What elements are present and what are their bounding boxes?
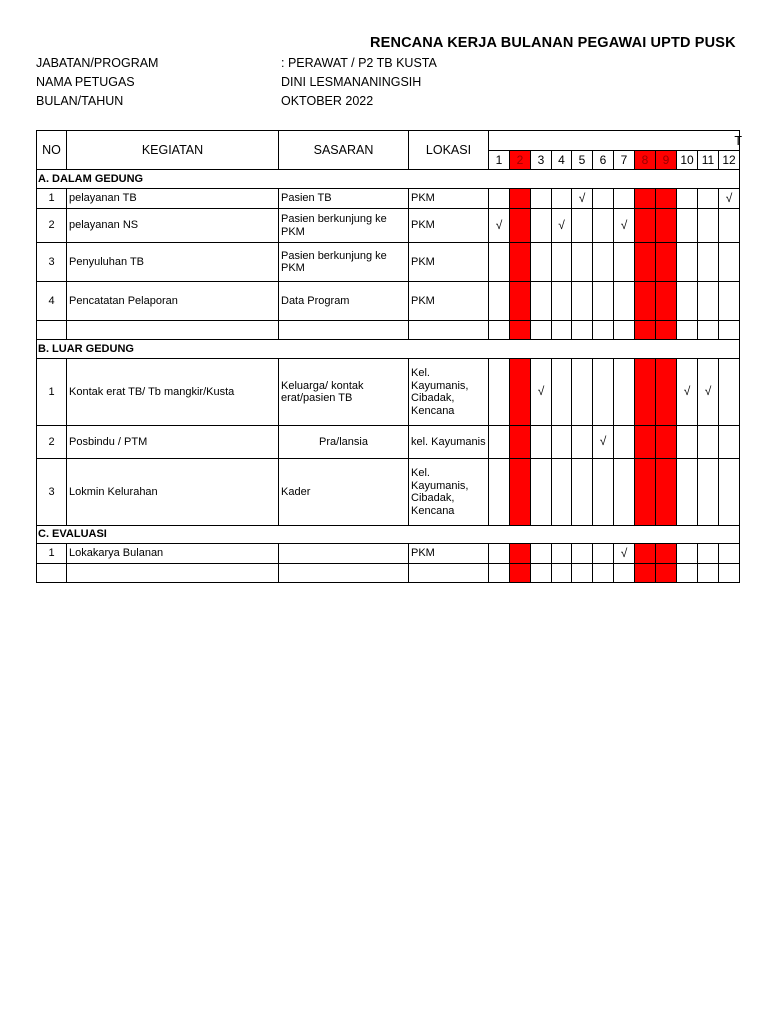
day-cell [698, 189, 719, 209]
row-number: 1 [37, 544, 67, 564]
day-cell [656, 426, 677, 459]
day-cell [635, 544, 656, 564]
info-label: NAMA PETUGAS [36, 75, 135, 89]
target-cell: Pasien TB [279, 189, 409, 209]
target-cell: Data Program [279, 282, 409, 321]
day-cell [572, 209, 593, 243]
info-row-nama [0, 75, 741, 93]
day-cell [552, 359, 572, 426]
day-cell [510, 459, 531, 526]
day-cell [677, 426, 698, 459]
location-cell: Kel. Kayumanis, Cibadak, Kencana [409, 459, 489, 526]
days-group-header [489, 131, 743, 151]
location-cell: PKM [409, 243, 489, 282]
day-cell [698, 282, 719, 321]
day-header-1: 1 [489, 151, 510, 170]
day-cell [489, 209, 510, 243]
location-cell: PKM [409, 282, 489, 321]
day-cell [719, 243, 740, 282]
section-header: C. EVALUASI [37, 526, 740, 544]
check-mark-icon: √ [620, 217, 628, 232]
col-header-no: NO [37, 131, 67, 170]
document-title: RENCANA KERJA BULANAN PEGAWAI UPTD PUSK [370, 35, 736, 51]
day-cell [677, 564, 698, 583]
day-cell [698, 544, 719, 564]
day-cell [572, 544, 593, 564]
day-header-12: 12 [719, 151, 740, 170]
day-cell [698, 564, 719, 583]
day-cell [698, 243, 719, 282]
day-cell [698, 459, 719, 526]
day-cell [656, 209, 677, 243]
day-cell [572, 282, 593, 321]
day-cell [593, 459, 614, 526]
check-mark-icon: √ [537, 384, 545, 399]
location-cell: PKM [409, 209, 489, 243]
day-header-10: 10 [677, 151, 698, 170]
day-cell [510, 243, 531, 282]
day-cell [510, 321, 531, 340]
target-cell: Pra/lansia [279, 426, 409, 459]
day-cell [719, 426, 740, 459]
check-mark-icon: √ [558, 217, 565, 232]
day-cell [531, 209, 552, 243]
days-group-label: T [734, 133, 743, 148]
row-number: 3 [37, 459, 67, 526]
activity-cell: Penyuluhan TB [67, 243, 279, 282]
day-cell [531, 564, 552, 583]
section-header: B. LUAR GEDUNG [37, 340, 740, 359]
day-cell [635, 426, 656, 459]
activity-cell: pelayanan NS [67, 209, 279, 243]
target-cell: Kader [279, 459, 409, 526]
day-cell [552, 189, 572, 209]
row-number: 2 [37, 209, 67, 243]
activity-cell: Posbindu / PTM [67, 426, 279, 459]
day-cell [572, 459, 593, 526]
day-cell [677, 321, 698, 340]
day-cell [719, 282, 740, 321]
day-cell [489, 189, 510, 209]
day-cell [635, 282, 656, 321]
section-header-row [37, 170, 740, 189]
day-cell [677, 544, 698, 564]
day-cell [552, 564, 572, 583]
location-cell: PKM [409, 544, 489, 564]
day-cell [719, 459, 740, 526]
day-cell [635, 459, 656, 526]
activity-cell: Lokmin Kelurahan [67, 459, 279, 526]
day-cell [489, 282, 510, 321]
location-cell [409, 321, 489, 340]
table-row [37, 321, 740, 340]
day-cell [614, 243, 635, 282]
day-cell [656, 243, 677, 282]
day-cell [593, 209, 614, 243]
day-cell [531, 321, 552, 340]
activity-cell: pelayanan TB [67, 189, 279, 209]
day-cell [635, 321, 656, 340]
day-cell [552, 426, 572, 459]
day-cell [635, 243, 656, 282]
day-cell [719, 359, 740, 426]
header-row [37, 131, 740, 151]
day-cell [614, 189, 635, 209]
target-cell [279, 321, 409, 340]
table-row [37, 359, 740, 426]
check-mark-icon: √ [725, 190, 733, 205]
day-cell [656, 282, 677, 321]
day-cell [489, 564, 510, 583]
activity-cell: Pencatatan Pelaporan [67, 282, 279, 321]
day-cell [677, 359, 698, 426]
target-cell: Pasien berkunjung ke PKM [279, 209, 409, 243]
row-number [37, 564, 67, 583]
day-cell [593, 359, 614, 426]
col-header-sasaran: SASARAN [279, 131, 409, 170]
day-cell [552, 209, 572, 243]
table-body [37, 170, 740, 583]
activity-cell: Kontak erat TB/ Tb mangkir/Kusta [67, 359, 279, 426]
day-header-2: 2 [510, 151, 531, 170]
day-cell [489, 359, 510, 426]
col-header-kegiatan: KEGIATAN [67, 131, 279, 170]
day-cell [656, 189, 677, 209]
row-number: 4 [37, 282, 67, 321]
day-cell [656, 564, 677, 583]
day-cell [510, 544, 531, 564]
table-row [37, 459, 740, 526]
day-cell [489, 459, 510, 526]
day-cell [719, 189, 740, 209]
day-cell [593, 426, 614, 459]
day-cell [531, 426, 552, 459]
target-cell [279, 564, 409, 583]
day-cell [531, 243, 552, 282]
day-cell [635, 564, 656, 583]
day-cell [489, 426, 510, 459]
day-header-8: 8 [635, 151, 656, 170]
day-cell [719, 564, 740, 583]
day-cell [593, 564, 614, 583]
day-cell [531, 459, 552, 526]
day-cell [677, 459, 698, 526]
day-cell [552, 459, 572, 526]
day-cell [510, 359, 531, 426]
day-cell [552, 243, 572, 282]
day-cell [698, 209, 719, 243]
section-header-row [37, 340, 740, 359]
table-row [37, 209, 740, 243]
day-cell [489, 544, 510, 564]
target-cell [279, 544, 409, 564]
day-header-9: 9 [656, 151, 677, 170]
day-cell [489, 243, 510, 282]
day-header-4: 4 [552, 151, 572, 170]
info-value: DINI LESMANANINGSIH [281, 75, 422, 89]
day-cell [614, 359, 635, 426]
day-cell [614, 544, 635, 564]
table-row [37, 243, 740, 282]
day-cell [614, 459, 635, 526]
day-cell [572, 564, 593, 583]
day-cell [510, 426, 531, 459]
day-cell [698, 359, 719, 426]
day-cell [698, 426, 719, 459]
day-cell [719, 321, 740, 340]
activity-cell [67, 564, 279, 583]
day-cell [635, 189, 656, 209]
location-cell [409, 564, 489, 583]
day-cell [719, 544, 740, 564]
day-header-11: 11 [698, 151, 719, 170]
check-mark-icon: √ [704, 384, 712, 399]
check-mark-icon: √ [620, 545, 628, 560]
day-cell [531, 189, 552, 209]
col-header-lokasi: LOKASI [409, 131, 489, 170]
table-row [37, 189, 740, 209]
day-cell [593, 189, 614, 209]
activity-cell: Lokakarya Bulanan [67, 544, 279, 564]
day-cell [614, 564, 635, 583]
day-cell [489, 321, 510, 340]
day-cell [593, 282, 614, 321]
day-header-3: 3 [531, 151, 552, 170]
day-cell [552, 282, 572, 321]
info-label: JABATAN/PROGRAM [36, 56, 159, 70]
table-row [37, 564, 740, 583]
day-cell [552, 321, 572, 340]
day-cell [531, 359, 552, 426]
day-cell [510, 564, 531, 583]
table-row [37, 282, 740, 321]
day-cell [656, 359, 677, 426]
day-cell [635, 209, 656, 243]
info-label: BULAN/TAHUN [36, 94, 124, 108]
location-cell: PKM [409, 189, 489, 209]
day-header-6: 6 [593, 151, 614, 170]
table-row [37, 426, 740, 459]
check-mark-icon: √ [599, 434, 607, 449]
day-cell [656, 459, 677, 526]
day-cell [614, 426, 635, 459]
location-cell: kel. Kayumanis [409, 426, 489, 459]
info-row-jabatan [0, 56, 741, 74]
target-cell: Keluarga/ kontak erat/pasien TB [279, 359, 409, 426]
day-cell [572, 243, 593, 282]
section-header-row [37, 526, 740, 544]
row-number: 3 [37, 243, 67, 282]
day-cell [614, 321, 635, 340]
target-cell: Pasien berkunjung ke PKM [279, 243, 409, 282]
info-value: : PERAWAT / P2 TB KUSTA [281, 56, 437, 70]
day-cell [593, 243, 614, 282]
check-mark-icon: √ [578, 190, 586, 205]
check-mark-icon: √ [495, 217, 503, 232]
day-cell [614, 282, 635, 321]
day-cell [677, 282, 698, 321]
day-cell [656, 544, 677, 564]
day-cell [614, 209, 635, 243]
day-cell [677, 243, 698, 282]
day-cell [552, 544, 572, 564]
row-number: 1 [37, 189, 67, 209]
info-value: OKTOBER 2022 [281, 94, 374, 108]
table-row [37, 544, 740, 564]
day-cell [531, 544, 552, 564]
row-number [37, 321, 67, 340]
day-cell [510, 189, 531, 209]
day-header-5: 5 [572, 151, 593, 170]
day-cell [572, 359, 593, 426]
day-cell [510, 282, 531, 321]
location-cell: Kel. Kayumanis, Cibadak, Kencana [409, 359, 489, 426]
day-cell [572, 189, 593, 209]
day-cell [531, 282, 552, 321]
day-cell [677, 189, 698, 209]
info-row-bulan [0, 94, 741, 112]
check-mark-icon: √ [683, 384, 691, 399]
day-cell [677, 209, 698, 243]
row-number: 2 [37, 426, 67, 459]
day-cell [572, 426, 593, 459]
day-cell [593, 544, 614, 564]
day-cell [719, 209, 740, 243]
day-cell [572, 321, 593, 340]
day-cell [635, 359, 656, 426]
activity-cell [67, 321, 279, 340]
section-header: A. DALAM GEDUNG [37, 170, 740, 189]
day-cell [510, 209, 531, 243]
day-cell [593, 321, 614, 340]
day-cell [698, 321, 719, 340]
day-cell [656, 321, 677, 340]
day-header-7: 7 [614, 151, 635, 170]
work-plan-table [36, 130, 743, 583]
row-number: 1 [37, 359, 67, 426]
